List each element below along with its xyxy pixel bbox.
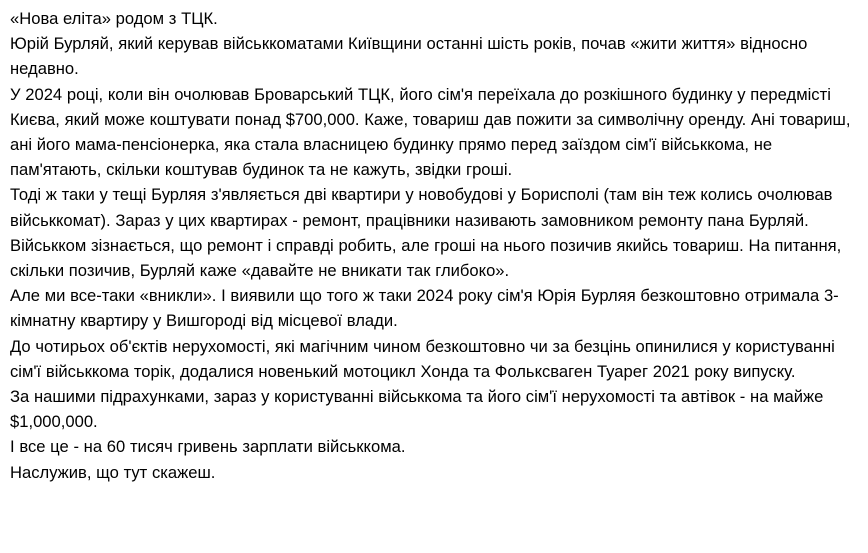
paragraph-apartments-boryspil: Тоді ж таки у тещі Бурляя з'являється дві квартири у новобудові у Борисполі (там він теж колись очолював військкомат). Зараз у цих квартирах - ремонт, працівники називають замовником ремонту пана Бурляй. Військком зізнається, що ремонт і справді робить, але гроші на нього позичив якийсь товариш. На питання, скільки позичив, Бурляй каже «давайте не вникати так глибоко».	[10, 185, 842, 281]
paragraph-headline: «Нова еліта» родом з ТЦК.	[10, 9, 218, 28]
paragraph-intro: Юрій Бурляй, який керував військкоматами Київщини останні шість років, почав «жити життя» відносно недавно.	[10, 34, 808, 79]
paragraph-closing: Наслужив, що тут скажеш.	[10, 462, 216, 482]
paragraph-house-2024: У 2024 році, коли він очолював Броварський ТЦК, його сім'я переїхала до розкішного будинку у передмісті Києва, який може коштувати понад $700,000. Каже, товариш дав пожити за символічну оренду. Ані товариш, ані його мама-пенсіонерка, яка стала власницею будинку прямо перед заїздом сім'ї військкома, не пам'ятають, скільки коштував будинок та не кажуть, звідки гроші.	[10, 84, 851, 180]
paragraph-total-estimate: За нашими підрахунками, зараз у користуванні військкома та його сім'ї нерухомості та автівок - на майже $1,000,000.	[10, 387, 824, 432]
paragraph-vyshhorod-apartment: Але ми все-таки «вникли». І виявили що того ж таки 2024 року сім'я Юрія Бурляя безкоштовно отримала 3-кімнатну квартиру у Вишгороді від місцевої влади.	[10, 286, 839, 331]
paragraph-vehicles: До чотирьох об'єктів нерухомості, які магічним чином безкоштовно чи за безцінь опинилися у користуванні сім'ї військкома торік, додалися новенький мотоцикл Хонда та Фольксваген Туарег 2021 року випуску.	[10, 336, 835, 381]
paragraph-salary: І все це - на 60 тисяч гривень зарплати військкома.	[10, 437, 406, 457]
